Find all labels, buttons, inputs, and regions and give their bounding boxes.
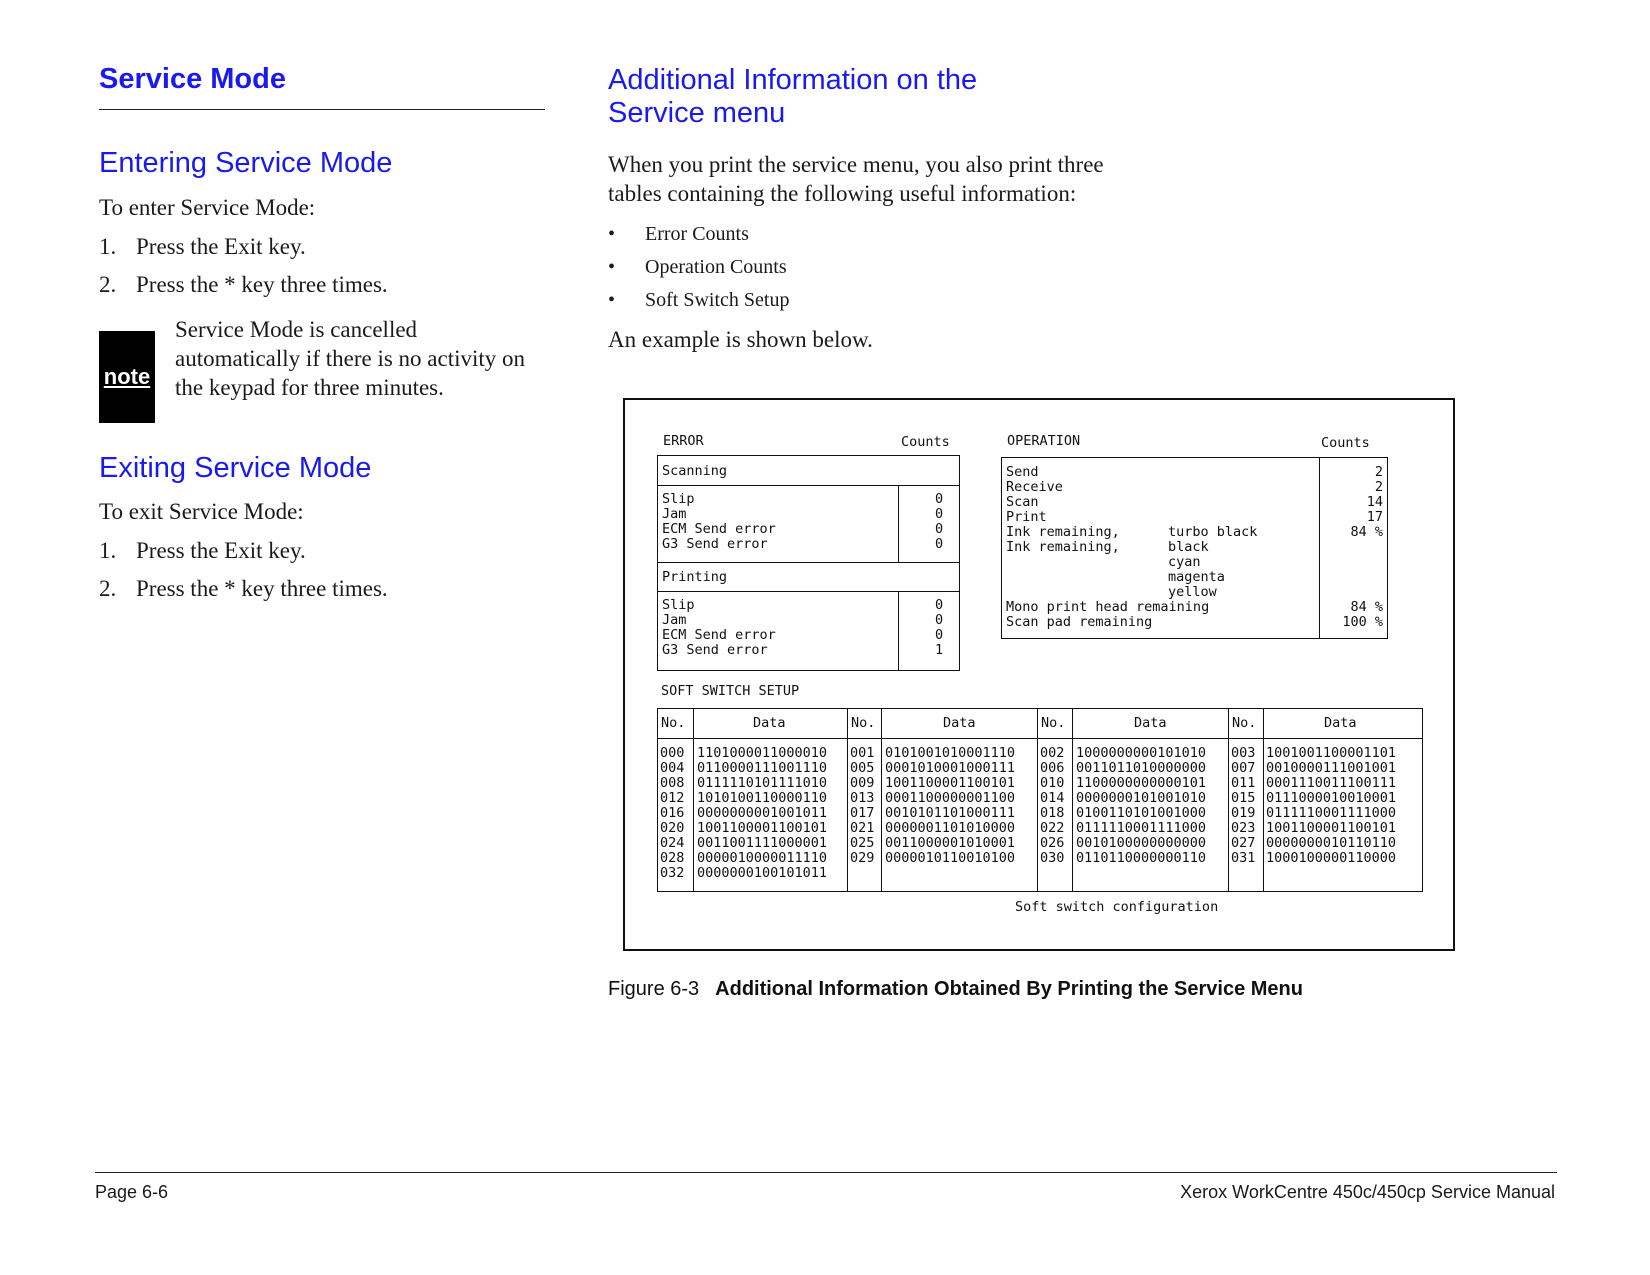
bullet-icon: • (608, 223, 616, 245)
soft-switch-no-header: No. (1041, 715, 1066, 731)
note-text: Service Mode is cancelled automatically if there is no activity on the keypad for three minutes. (175, 316, 526, 400)
info-bullet-list (608, 218, 1568, 317)
figure-caption (608, 978, 1303, 1001)
soft-switch-no-header: No. (851, 715, 876, 731)
bullet-text: Operation Counts (645, 256, 787, 278)
printing-items: Slip Jam ECM Send error G3 Send error (662, 597, 776, 658)
step-number: 2. (99, 271, 117, 297)
soft-switch-data: 0101001010001110 0001010001000111 1001100001100101 0001100000001100 0010101101000111 0000001101010000 0011000001010001 0000010110010100 (885, 745, 1016, 866)
operation-title: OPERATION (1007, 433, 1081, 449)
step-number: 2. (99, 576, 117, 602)
operation-values: 2 2 14 17 84 % 84 % 100 % (1342, 464, 1383, 630)
soft-switch-data-header: Data (943, 715, 976, 731)
note-label: note (103, 363, 151, 389)
soft-switch-numbers: 003 007 011 015 019 023 027 031 (1231, 745, 1256, 866)
printing-values: 0 0 0 1 (935, 597, 944, 658)
bullet-text: Error Counts (645, 223, 749, 245)
bullet-icon: • (608, 256, 616, 278)
exiting-intro: To exit Service Mode: (99, 499, 304, 525)
step-text: Press the * key three times. (136, 576, 388, 602)
additional-info-heading: Additional Information on the Service menu (608, 64, 978, 129)
figure-number: Figure 6-3 (608, 978, 700, 1000)
scanning-values: 0 0 0 0 (935, 491, 944, 552)
exiting-step (99, 574, 545, 603)
figure-title: Additional Information Obtained By Printing the Service Menu (715, 978, 1303, 1000)
footer-divider (95, 1172, 1557, 1173)
title-divider (99, 109, 545, 110)
note-callout (99, 315, 545, 423)
bullet-text: Soft Switch Setup (645, 289, 790, 311)
step-number: 1. (99, 538, 117, 564)
entering-step (99, 232, 545, 261)
operation-counts-label: Counts (1321, 435, 1370, 451)
manual-title: Xerox WorkCentre 450c/450cp Service Manual (1180, 1182, 1555, 1202)
operation-ink-colors: turbo black black cyan magenta yellow (1168, 524, 1258, 600)
soft-switch-data: 1000000000101010 0011011010000000 1100000000000101 0000000101001010 0100110101001000 0111110001111000 0010100000000000 0110110000000110 (1076, 745, 1207, 866)
page-number: Page 6-6 (95, 1182, 169, 1202)
exiting-heading: Exiting Service Mode (99, 451, 372, 484)
soft-switch-data: 1001001100001101 0010000111001001 0001110011100111 0111000010010001 0111110001111000 1001100001100101 0000000010110110 1000100000110000 (1266, 745, 1397, 866)
exiting-step (99, 536, 545, 565)
right-column (608, 64, 1568, 354)
soft-switch-data-header: Data (1134, 715, 1167, 731)
entering-intro: To enter Service Mode: (99, 194, 316, 220)
scanning-items: Slip Jam ECM Send error G3 Send error (662, 491, 776, 552)
additional-info-intro: When you print the service menu, you also print three tables containing the following useful information: (608, 152, 1104, 206)
bullet-icon: • (608, 289, 616, 311)
soft-switch-data-header: Data (753, 715, 786, 731)
entering-heading: Entering Service Mode (99, 146, 393, 179)
error-counts-label: Counts (901, 434, 950, 450)
left-column (99, 62, 545, 603)
page-title: Service Mode (99, 63, 286, 95)
printing-label: Printing (662, 569, 728, 585)
bullet-item (608, 284, 1568, 317)
operation-items: Send Receive Scan Print Ink remaining, Ink remaining, Mono print head remaining Scan pad remaining (1006, 464, 1210, 630)
example-text: An example is shown below. (608, 327, 873, 352)
soft-switch-no-header: No. (661, 715, 686, 731)
service-menu-printout-figure (623, 398, 1455, 951)
note-icon (99, 331, 155, 423)
soft-switch-data: 1101000011000010 0110000111001110 0111110101111010 1010100110000110 0000000001001011 1001100001100101 0011001111000001 0000010000011110 0000000100101011 (697, 745, 828, 881)
soft-switch-no-header: No. (1232, 715, 1257, 731)
step-text: Press the Exit key. (136, 233, 306, 259)
soft-switch-numbers: 000 004 008 012 016 020 024 028 032 (660, 745, 685, 881)
step-text: Press the * key three times. (136, 271, 388, 297)
step-number: 1. (99, 233, 117, 259)
soft-switch-title: SOFT SWITCH SETUP (661, 683, 800, 699)
soft-switch-numbers: 001 005 009 013 017 021 025 029 (850, 745, 875, 866)
error-title: ERROR (663, 433, 704, 449)
bullet-item (608, 218, 1568, 251)
soft-switch-data-header: Data (1324, 715, 1357, 731)
soft-switch-numbers: 002 006 010 014 018 022 026 030 (1040, 745, 1065, 866)
step-text: Press the Exit key. (136, 538, 306, 564)
bullet-item (608, 251, 1568, 284)
scanning-label: Scanning (662, 463, 728, 479)
soft-switch-footer: Soft switch configuration (1015, 899, 1219, 915)
entering-step (99, 270, 545, 299)
